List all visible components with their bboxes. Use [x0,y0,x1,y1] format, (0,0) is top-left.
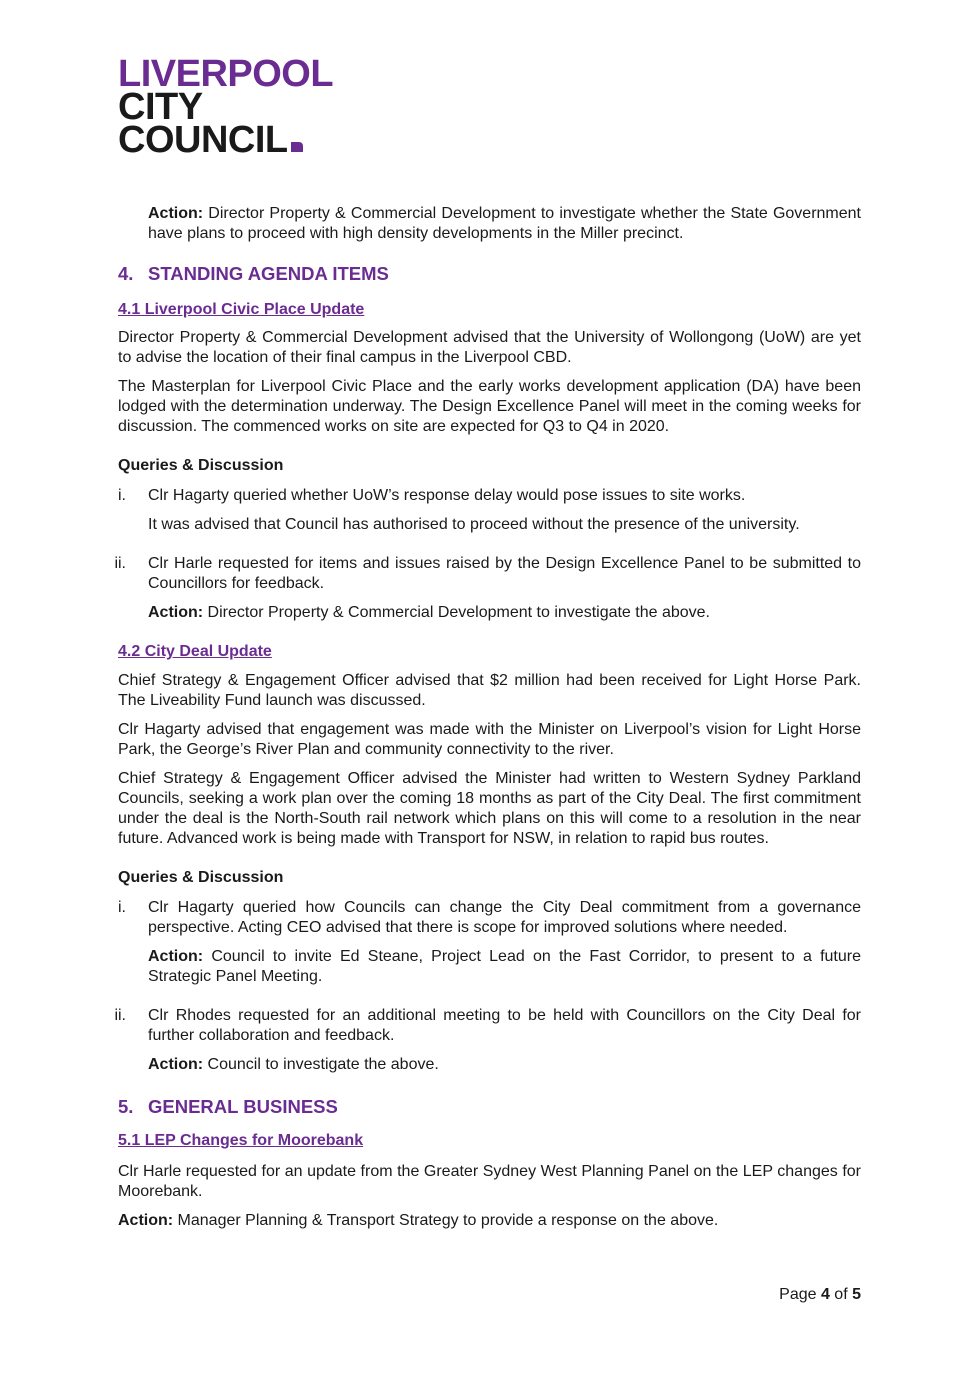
list-item-action [148,603,861,623]
list-item [118,486,861,535]
document-body [114,204,861,1231]
page-word: Page [779,1286,821,1303]
list-numeral: ii. [114,555,126,572]
list-numeral: ii. [114,1007,126,1024]
list-numeral: i. [118,487,126,504]
paragraph: Clr Hagarty advised that engagement was made with the Minister on Liverpool’s vision for Light Horse Park, the George’s River Plan and community connectivity to the river. [118,721,861,758]
intro-action [148,204,861,244]
list-item-text: Clr Harle requested for items and issues raised by the Design Excellence Panel to be submitted to Councillors for feedback. [148,555,861,592]
subsection-4-1-heading: 4.1 Liverpool Civic Place Update [118,301,365,318]
paragraph: Chief Strategy & Engagement Officer advised the Minister had written to Western Sydney Parkland Councils, seeking a work plan over the coming 18 months as part of the City Deal. The first commitment under the deal is the North-South rail network which plans on this will come to a resolution in the near future. Advanced work is being made with Transport for NSW, in relation to rapid bus routes. [118,770,861,847]
logo-mark-icon [291,142,303,152]
list-item-text: Clr Rhodes requested for an additional meeting to be held with Councillors on the City Deal for further collaboration and feedback. [148,1007,861,1044]
section-number: 4. [118,263,134,284]
section-title: STANDING AGENDA ITEMS [148,263,389,284]
queries-heading: Queries & Discussion [118,869,284,886]
list-item-text: Clr Hagarty queried how Councils can change the City Deal commitment from a governance perspective. Acting CEO advised that there is scope for improved solutions where needed. [148,899,861,936]
subsection-4-2-heading: 4.2 City Deal Update [118,643,272,660]
logo-line-council-text: COUNCIL [118,119,288,161]
section-5-action [118,1211,861,1231]
list-item-text: Clr Hagarty queried whether UoW’s response delay would pose issues to site works. [148,487,746,504]
action-label: Action: [148,1056,204,1073]
logo-line-liverpool: LIVERPOOL [118,53,334,95]
action-text: Council to invite Ed Steane, Project Lead on the Fast Corridor, to present to a future Strategic Panel Meeting. [148,948,861,985]
paragraph: Clr Harle requested for an update from the Greater Sydney West Planning Panel on the LEP changes for Moorebank. [118,1163,861,1200]
subsection-5-1-heading: 5.1 LEP Changes for Moorebank [118,1132,364,1149]
logo-line-council [118,119,333,161]
of-word: of [829,1286,853,1303]
list-item-action [148,947,861,987]
paragraph: Director Property & Commercial Development advised that the University of Wollongong (UoW) are yet to advise the location of their final campus in the Liverpool CBD. [118,329,861,366]
page-number [779,1286,861,1304]
action-text: Council to investigate the above. [203,1056,439,1073]
action-label: Action: [118,1212,174,1229]
section-5-heading [118,1096,861,1118]
total-pages: 5 [852,1286,861,1303]
action-label: Action: [148,205,204,222]
section-4-heading [118,263,861,285]
paragraph: The Masterplan for Liverpool Civic Place and the early works development application (DA) have been lodged with the determination underway. The Design Excellence Panel will meet in the coming weeks for discussion. The commenced works on site are expected for Q3 to Q4 in 2020. [118,378,861,435]
list-numeral: i. [118,899,126,916]
paragraph: Chief Strategy & Engagement Officer advised that $2 million had been received for Light Horse Park. The Liveability Fund launch was discussed. [118,672,861,709]
action-text: Director Property & Commercial Development to investigate the above. [203,604,710,621]
queries-heading: Queries & Discussion [118,457,284,474]
current-page: 4 [820,1286,830,1303]
list-item [114,554,861,623]
section-number: 5. [118,1096,134,1117]
action-text: Director Property & Commercial Development to investigate whether the State Government have plans to proceed with high density developments in the Miller precinct. [148,205,861,242]
action-label: Action: [148,948,204,965]
logo-line-city: CITY [118,86,203,128]
section-title: GENERAL BUSINESS [148,1096,338,1117]
council-logo [118,53,334,161]
action-label: Action: [148,604,204,621]
list-item-action [148,1055,861,1075]
list-item [118,898,861,987]
list-item-followup: It was advised that Council has authorised to proceed without the presence of the university. [148,516,800,533]
action-text: Manager Planning & Transport Strategy to provide a response on the above. [173,1212,719,1229]
list-item [114,1006,861,1075]
